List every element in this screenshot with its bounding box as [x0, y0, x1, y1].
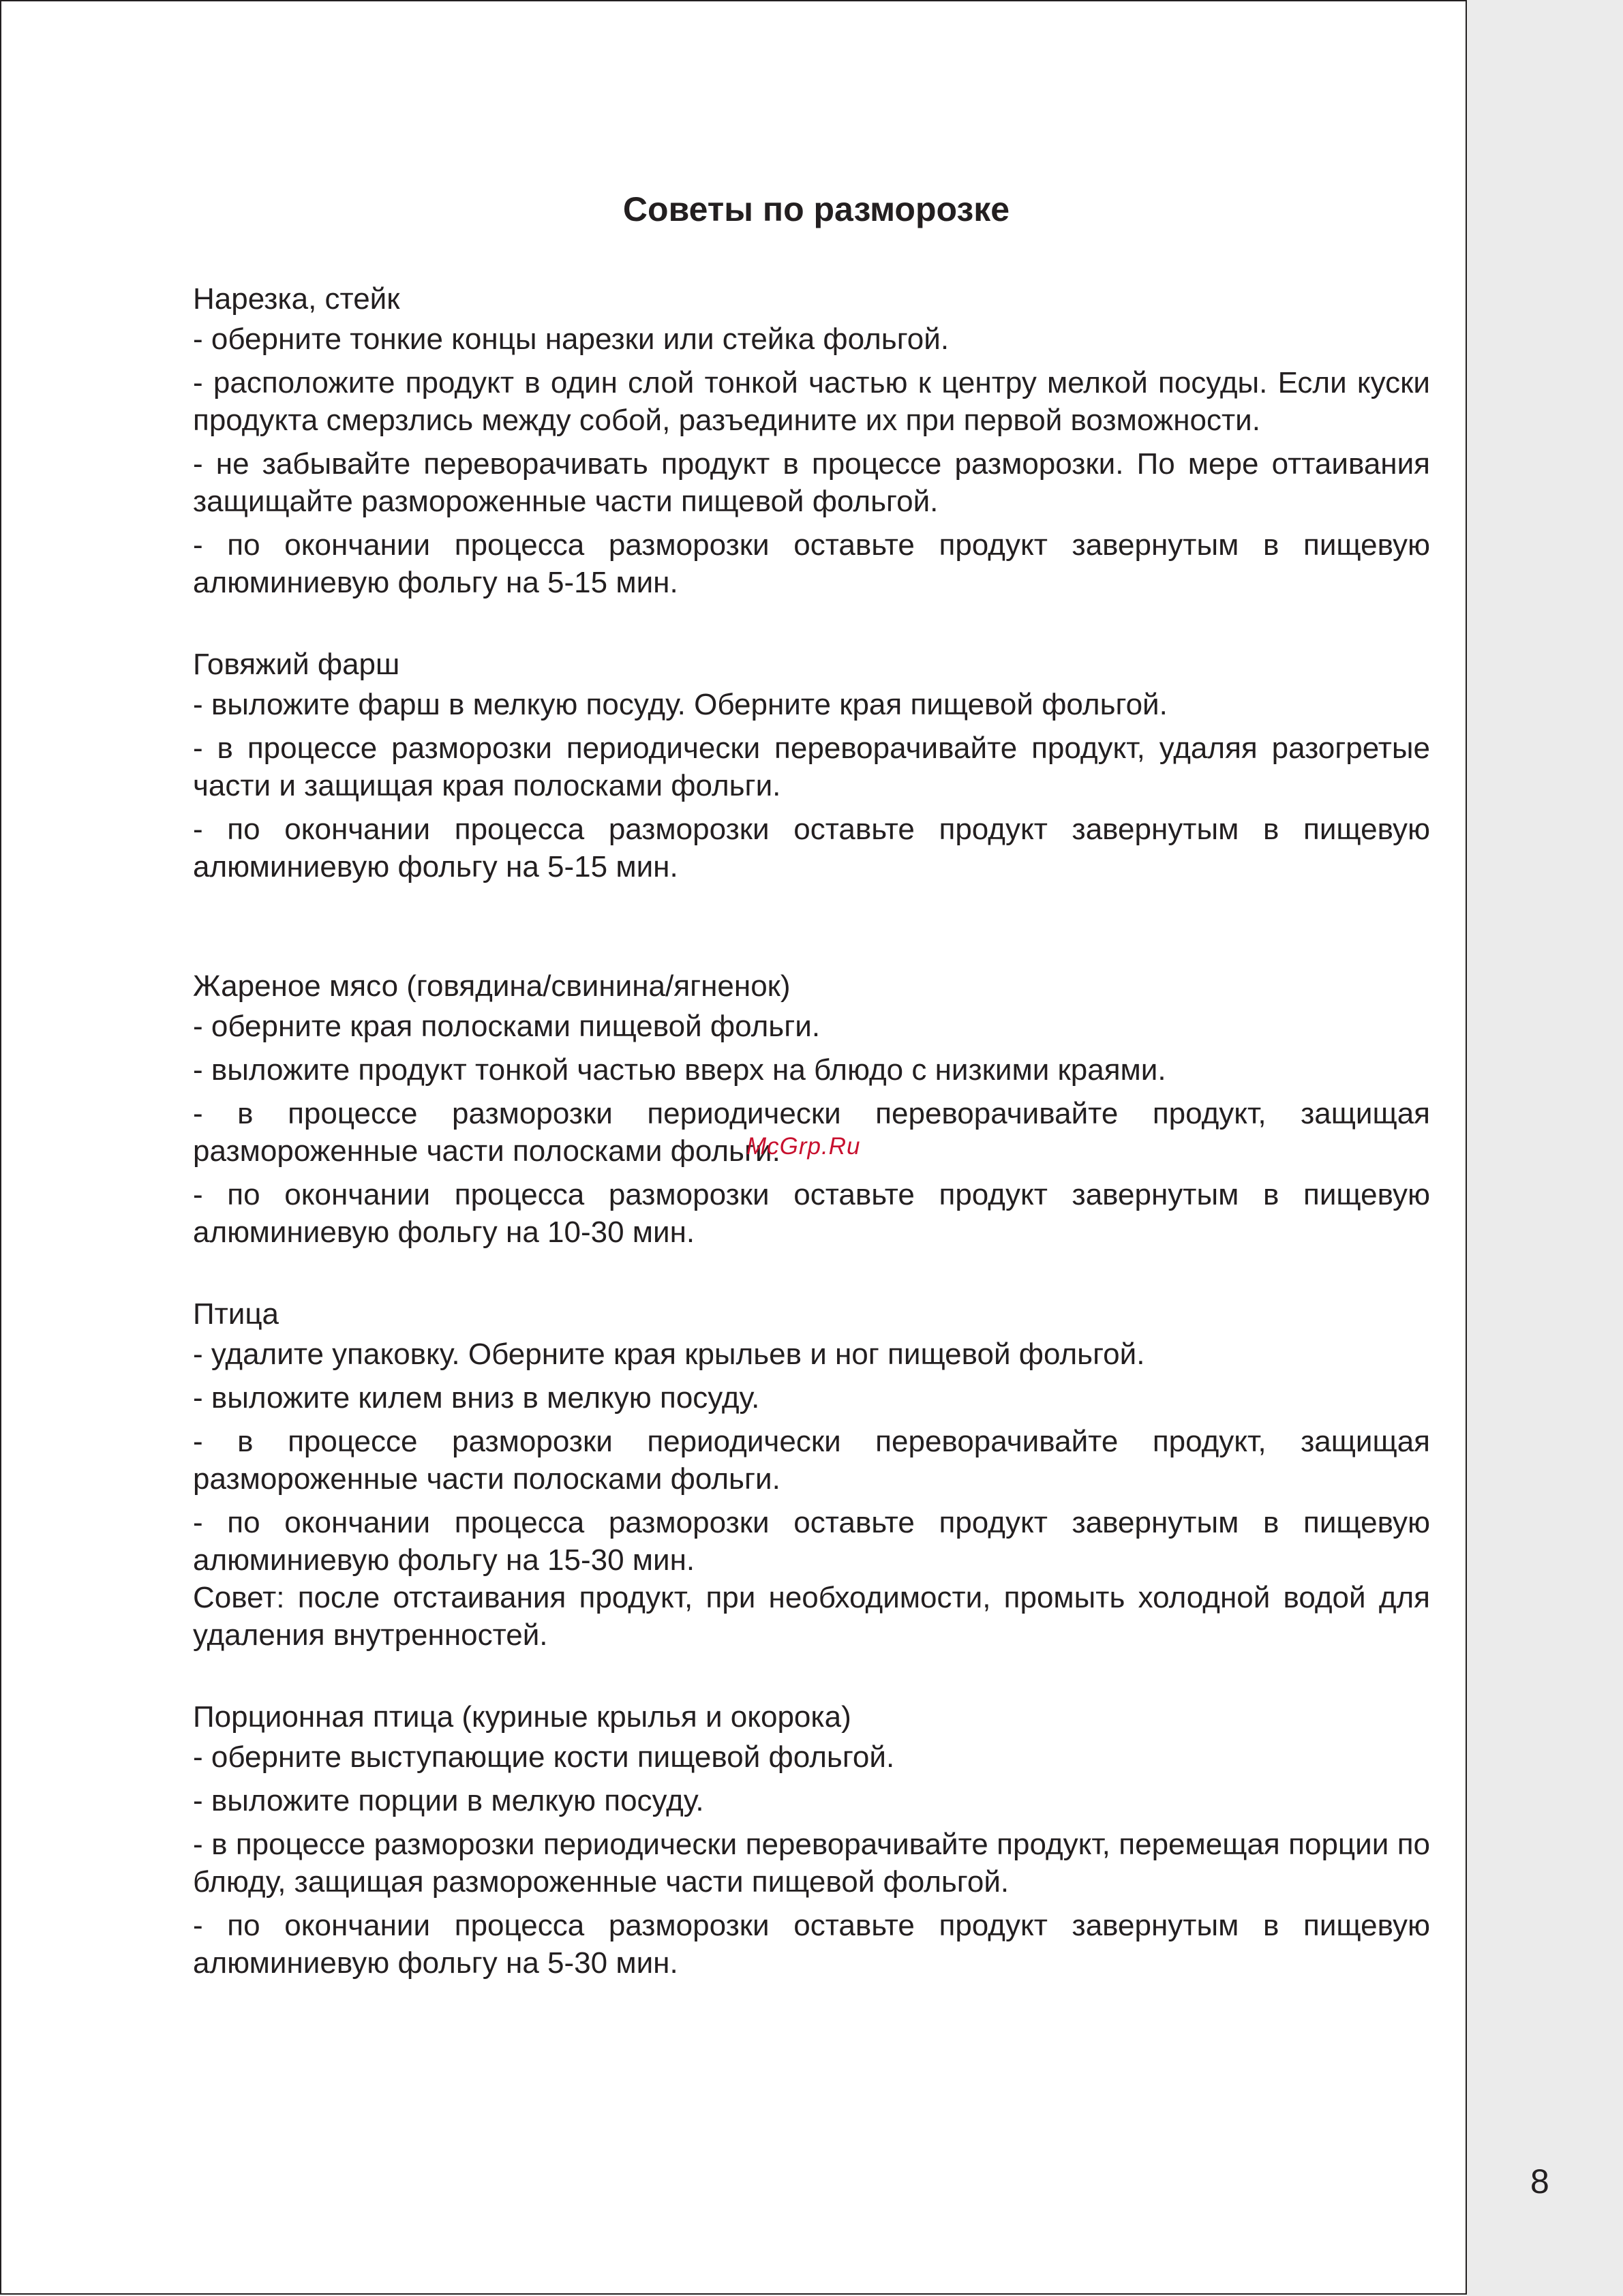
list-item: - выложите фарш в мелкую посуду. Оберните края пищевой фольгой.	[193, 688, 1168, 721]
section-heading: Птица	[193, 1297, 279, 1331]
list-item: - оберните выступающие кости пищевой фольгой.	[193, 1740, 895, 1774]
list-item: - по окончании процесса разморозки оставьте продукт завернутым в пищевую алюминиевую фольгу на 15-30 мин.	[193, 1506, 1430, 1577]
list-item: - оберните края полосками пищевой фольги.	[193, 1010, 821, 1043]
section-roast-meat	[193, 967, 1430, 1251]
list-item: - в процессе разморозки периодически переворачивайте продукт, защищая размороженные части полосками фольги.	[193, 1425, 1430, 1496]
list-item: - расположите продукт в один слой тонкой частью к центру мелкой посуды. Если куски продукта смерзлись между собой, разъедините их при первой возможности.	[193, 366, 1430, 437]
section-spacer	[193, 607, 1430, 646]
section-poultry	[193, 1295, 1430, 1654]
section-heading: Нарезка, стейк	[193, 282, 400, 316]
page-number: 8	[1530, 2162, 1549, 2201]
tip-text: Совет: после отстаивания продукт, при необходимости, промыть холодной водой для удаления внутренностей.	[193, 1581, 1430, 1652]
list-item: - удалите упаковку. Оберните края крыльев и ног пищевой фольгой.	[193, 1338, 1145, 1371]
section-spacer	[193, 892, 1430, 967]
section-slices-steak	[193, 280, 1430, 601]
list-item: - выложите порции в мелкую посуду.	[193, 1784, 704, 1817]
section-portioned-poultry	[193, 1698, 1430, 1982]
list-item: - не забывайте переворачивать продукт в процессе разморозки. По мере оттаивания защищайте размороженные части пищевой фольгой.	[193, 447, 1430, 518]
page-margin-strip	[1467, 0, 1623, 2296]
watermark: McGrp.Ru	[746, 1133, 861, 1160]
page-title: Советы по разморозке	[622, 190, 1010, 228]
list-item: - оберните тонкие концы нарезки или стейка фольгой.	[193, 322, 950, 356]
list-item: - выложите килем вниз в мелкую посуду.	[193, 1381, 760, 1415]
list-item: - по окончании процесса разморозки оставьте продукт завернутым в пищевую алюминиевую фольгу на 5-15 мин.	[193, 528, 1430, 599]
section-heading: Говяжий фарш	[193, 648, 400, 681]
list-item: - в процессе разморозки периодически переворачивайте продукт, перемещая порции по блюду, защищая размороженные части пищевой фольгой.	[193, 1828, 1430, 1899]
list-item: - в процессе разморозки периодически переворачивайте продукт, удаляя разогретые части и защищая края полосками фольги.	[193, 731, 1430, 802]
list-item: - выложите продукт тонкой частью вверх на блюдо с низкими краями.	[193, 1053, 1166, 1087]
section-minced-beef	[193, 646, 1430, 886]
section-heading: Жареное мясо (говядина/свинина/ягненок)	[193, 969, 791, 1003]
list-item: - в процессе разморозки периодически переворачивайте продукт, защищая размороженные части полосками фольги.	[193, 1097, 1430, 1168]
section-heading: Порционная птица (куриные крылья и окорока)	[193, 1700, 851, 1734]
list-item: - по окончании процесса разморозки оставьте продукт завернутым в пищевую алюминиевую фольгу на 5-15 мин.	[193, 813, 1430, 883]
list-item: - по окончании процесса разморозки оставьте продукт завернутым в пищевую алюминиевую фольгу на 5-30 мин.	[193, 1909, 1430, 1980]
section-spacer	[193, 1660, 1430, 1698]
list-item: - по окончании процесса разморозки оставьте продукт завернутым в пищевую алюминиевую фольгу на 10-30 мин.	[193, 1178, 1430, 1249]
section-spacer	[193, 1257, 1430, 1295]
